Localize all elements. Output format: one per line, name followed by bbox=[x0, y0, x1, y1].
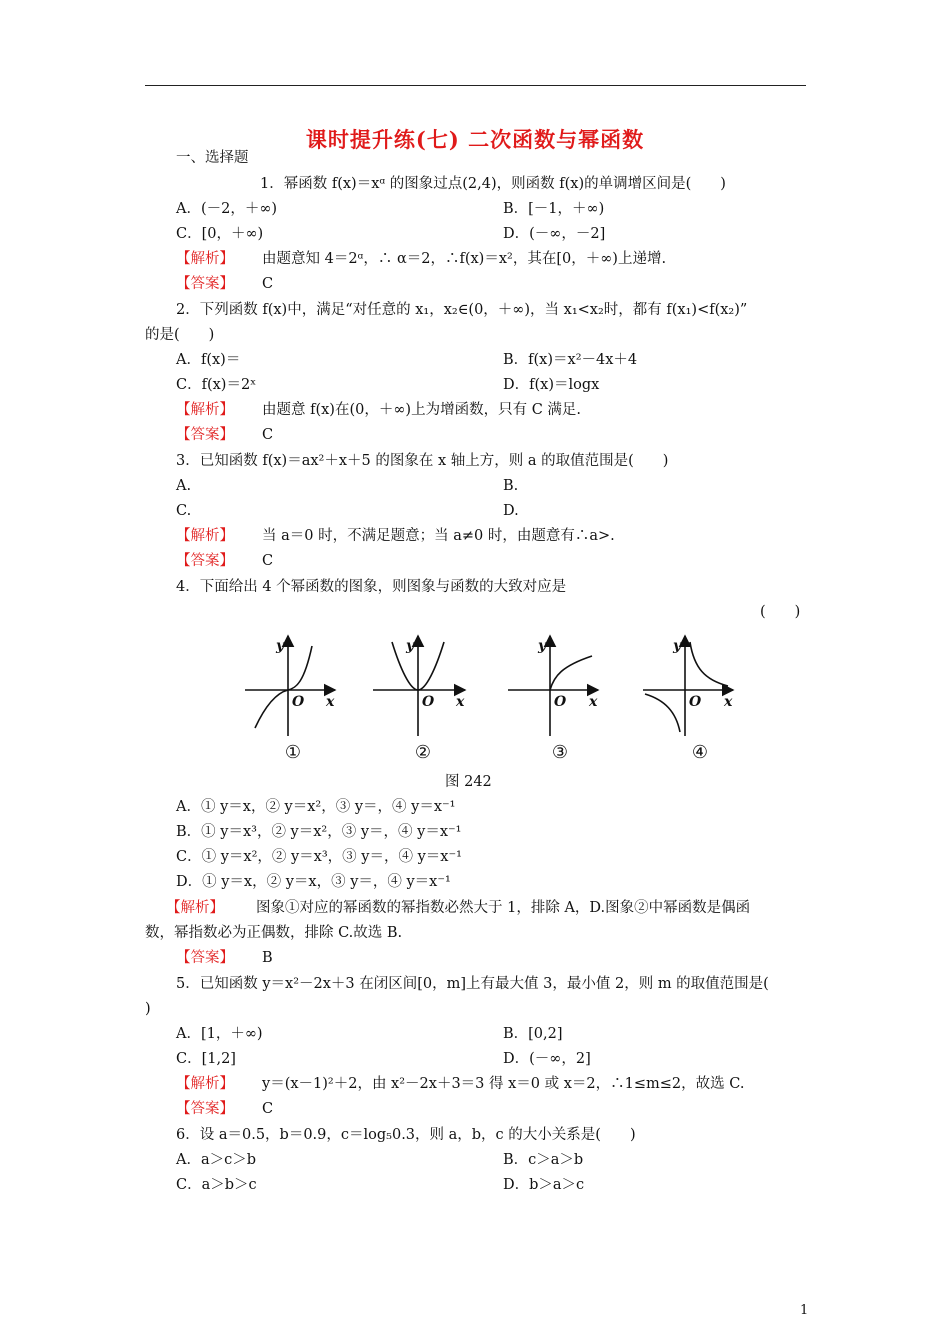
q3-option-b: B. bbox=[503, 478, 519, 494]
question-4: 4．下面给出 4 个幂函数的图象，则图象与函数的大致对应是 bbox=[176, 579, 567, 595]
question-1: 1．幂函数 f(x)＝xᵅ 的图象过点(2,4)，则函数 f(x)的单调增区间是( ) bbox=[260, 176, 726, 192]
q2-answer: C bbox=[262, 427, 274, 443]
q3-option-c: C. bbox=[176, 503, 192, 519]
graph1-y-label: y bbox=[276, 638, 285, 654]
page-title: 课时提升练(七) 二次函数与幂函数 bbox=[305, 127, 645, 152]
q5-analysis-tag: 【解析】 bbox=[176, 1076, 234, 1092]
q1-option-a: A．(－2，＋∞) bbox=[176, 201, 278, 217]
figure-caption: 图 242 bbox=[445, 774, 492, 790]
q5-option-b: B．[0,2] bbox=[503, 1026, 563, 1042]
q2-option-b: B．f(x)＝x²－4x＋4 bbox=[503, 352, 638, 368]
q6-option-a: A．a＞c＞b bbox=[176, 1152, 257, 1168]
section-heading: 一、选择题 bbox=[176, 150, 249, 166]
q1-answer-tag: 【答案】 bbox=[176, 276, 234, 292]
graph3-number: ③ bbox=[551, 742, 569, 763]
q4-answer: B bbox=[262, 950, 273, 966]
q3-answer: C bbox=[262, 553, 274, 569]
question-3: 3．已知函数 f(x)＝ax²＋x＋5 的图象在 x 轴上方，则 a 的取值范围是( ) bbox=[176, 453, 669, 469]
graph3-y-label: y bbox=[538, 638, 547, 654]
q3-answer-tag: 【答案】 bbox=[176, 553, 234, 569]
graph4-x-label: x bbox=[724, 694, 733, 710]
q5-solution: y＝(x－1)²＋2，由 x²－2x＋3＝3 得 x＝0 或 x＝2，∴1≤m≤2，故选 C. bbox=[262, 1076, 745, 1092]
q6-option-c: C．a＞b＞c bbox=[176, 1177, 257, 1193]
q4-answer-paren: ( ) bbox=[760, 604, 801, 620]
graph2-number: ② bbox=[414, 742, 432, 763]
top-rule bbox=[145, 85, 806, 86]
graph4-number: ④ bbox=[691, 742, 709, 763]
q4-analysis-tag: 【解析】 bbox=[166, 900, 224, 916]
q4-answer-tag: 【答案】 bbox=[176, 950, 234, 966]
question-2-cont: 的是( ) bbox=[145, 327, 215, 343]
q2-option-c: C．f(x)＝2ˣ bbox=[176, 377, 257, 393]
graph2-x-label: x bbox=[456, 694, 465, 710]
q1-answer: C bbox=[262, 276, 274, 292]
q1-option-b: B．[－1，＋∞) bbox=[503, 201, 605, 217]
q3-analysis-tag: 【解析】 bbox=[176, 528, 234, 544]
q4-solution-1: 图象①对应的幂函数的幂指数必然大于 1，排除 A，D.图象②中幂函数是偶函 bbox=[256, 900, 751, 916]
graph1-number: ① bbox=[284, 742, 302, 763]
graph2-y-label: y bbox=[406, 638, 415, 654]
question-5-cont: ) bbox=[145, 1001, 151, 1017]
q5-answer-tag: 【答案】 bbox=[176, 1101, 234, 1117]
q2-solution: 由题意 f(x)在(0，＋∞)上为增函数，只有 C 满足. bbox=[262, 402, 582, 418]
q6-option-b: B．c＞a＞b bbox=[503, 1152, 584, 1168]
q4-option-c: C．① y＝x²，② y＝x³，③ y＝，④ y＝x⁻¹ bbox=[176, 849, 462, 865]
power-function-graphs bbox=[240, 628, 740, 768]
page-number: 1 bbox=[800, 1303, 809, 1318]
q1-solution: 由题意知 4＝2ᵅ，∴ α＝2，∴f(x)＝x²，其在[0，＋∞)上递增. bbox=[262, 251, 667, 267]
q4-option-a: A．① y＝x，② y＝x²，③ y＝，④ y＝x⁻¹ bbox=[176, 799, 456, 815]
q3-option-a: A. bbox=[176, 478, 192, 494]
q2-answer-tag: 【答案】 bbox=[176, 427, 234, 443]
q5-option-c: C．[1,2] bbox=[176, 1051, 236, 1067]
q4-option-d: D．① y＝x，② y＝x，③ y＝，④ y＝x⁻¹ bbox=[176, 874, 451, 890]
q5-answer: C bbox=[262, 1101, 274, 1117]
q1-option-c: C．[0，＋∞) bbox=[176, 226, 264, 242]
graph4-y-label: y bbox=[673, 638, 682, 654]
graph2-origin: O bbox=[422, 694, 435, 710]
q3-option-d: D. bbox=[503, 503, 519, 519]
question-2: 2．下列函数 f(x)中，满足“对任意的 x₁，x₂∈(0，＋∞)，当 x₁<x₂时，都有 f(x₁)<f(x₂)” bbox=[176, 302, 748, 318]
question-6: 6．设 a＝0.5，b＝0.9，c＝log₅0.3，则 a，b，c 的大小关系是( ) bbox=[176, 1127, 636, 1143]
q5-option-d: D．(－∞，2] bbox=[503, 1051, 591, 1067]
graph3-origin: O bbox=[554, 694, 567, 710]
q4-option-b: B．① y＝x³，② y＝x²，③ y＝，④ y＝x⁻¹ bbox=[176, 824, 462, 840]
graph4-origin: O bbox=[689, 694, 702, 710]
q2-option-a: A．f(x)＝ bbox=[176, 352, 241, 368]
q1-option-d: D．(－∞，－2] bbox=[503, 226, 606, 242]
q5-option-a: A．[1，＋∞) bbox=[176, 1026, 263, 1042]
graph3-x-label: x bbox=[589, 694, 598, 710]
q1-analysis-tag: 【解析】 bbox=[176, 251, 234, 267]
q4-solution-2: 数，幂指数必为正偶数，排除 C.故选 B. bbox=[145, 925, 403, 941]
graph1-origin: O bbox=[292, 694, 305, 710]
q2-analysis-tag: 【解析】 bbox=[176, 402, 234, 418]
q2-option-d: D．f(x)＝logx bbox=[503, 377, 600, 393]
q3-solution: 当 a＝0 时，不满足题意；当 a≠0 时，由题意有∴a>. bbox=[262, 528, 615, 544]
graph1-x-label: x bbox=[326, 694, 335, 710]
question-5: 5．已知函数 y＝x²－2x＋3 在闭区间[0，m]上有最大值 3，最小值 2，则 m 的取值范围是( bbox=[176, 976, 769, 992]
q6-option-d: D．b＞a＞c bbox=[503, 1177, 585, 1193]
